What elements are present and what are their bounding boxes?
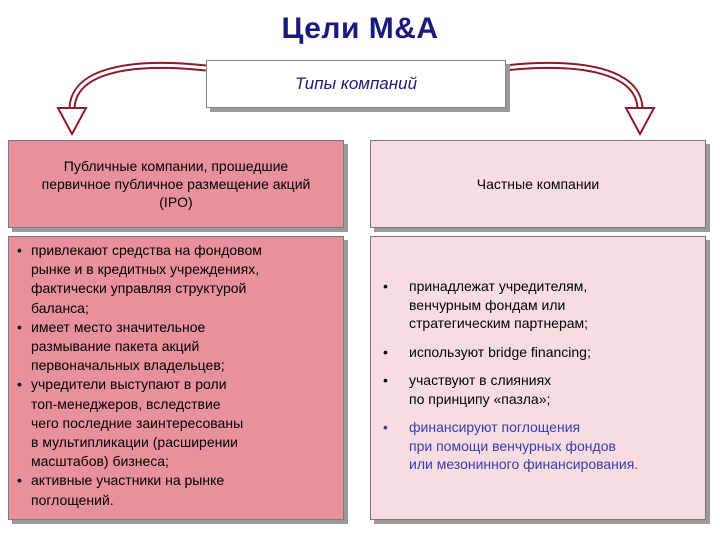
list-item [17,241,335,318]
list-item-text: принадлежат учредителям, венчурным фондам или стратегическим партнерам; [409,278,589,331]
list-item [17,471,335,509]
bullet-icon: • [383,278,388,294]
public-companies-header [8,140,344,228]
private-companies-header [370,140,706,228]
list-item-text: учредители выступают в роли топ-менеджеров, вследствие чего последние заинтересованы в мультипликации (расширении масштабов) бизнеса; [31,376,244,470]
bullet-icon: • [383,419,388,435]
list-item-text: финансируют поглощения при помощи венчурных фондов или мезонинного финансирования. [409,419,639,472]
list-item-text: используют bridge financing; [409,343,591,360]
bullet-icon: • [383,343,388,360]
public-companies-list-box [8,236,344,520]
list-item-text: привлекают средства на фондовом рынке и в кредитных учреждениях, фактически управляя структурой баланса; [31,242,262,316]
private-companies-list [379,277,697,474]
list-item [379,277,697,333]
curved-arrow-down-right-icon [504,65,654,134]
company-types-label: Типы компаний [294,74,418,93]
list-item [379,371,697,408]
private-companies-list-box [370,236,706,520]
list-item [17,375,335,471]
bullet-icon: • [17,242,22,258]
public-companies-title: Публичные компании, прошедшие первичное публичное размещение акций (IPO) [41,158,311,210]
list-item-text: участвуют в слияниях по принципу «пазла»; [409,372,552,407]
page-title: Цели M&A [281,12,439,45]
list-item [17,318,335,376]
bullet-icon: • [17,318,22,335]
list-item-text: имеет место значительное размывание пакета акций первоначальных владельцев; [31,318,225,374]
list-item-text: активные участники на рынке поглощений. [31,472,225,508]
public-companies-list [17,241,335,510]
company-types-box [206,60,506,108]
list-item [379,418,697,474]
bullet-icon: • [383,372,388,388]
list-item [379,343,697,362]
bullet-icon: • [17,472,22,489]
curved-arrow-down-left-icon [58,65,206,134]
bullet-icon: • [17,376,22,393]
private-companies-title: Частные компании [476,176,600,192]
